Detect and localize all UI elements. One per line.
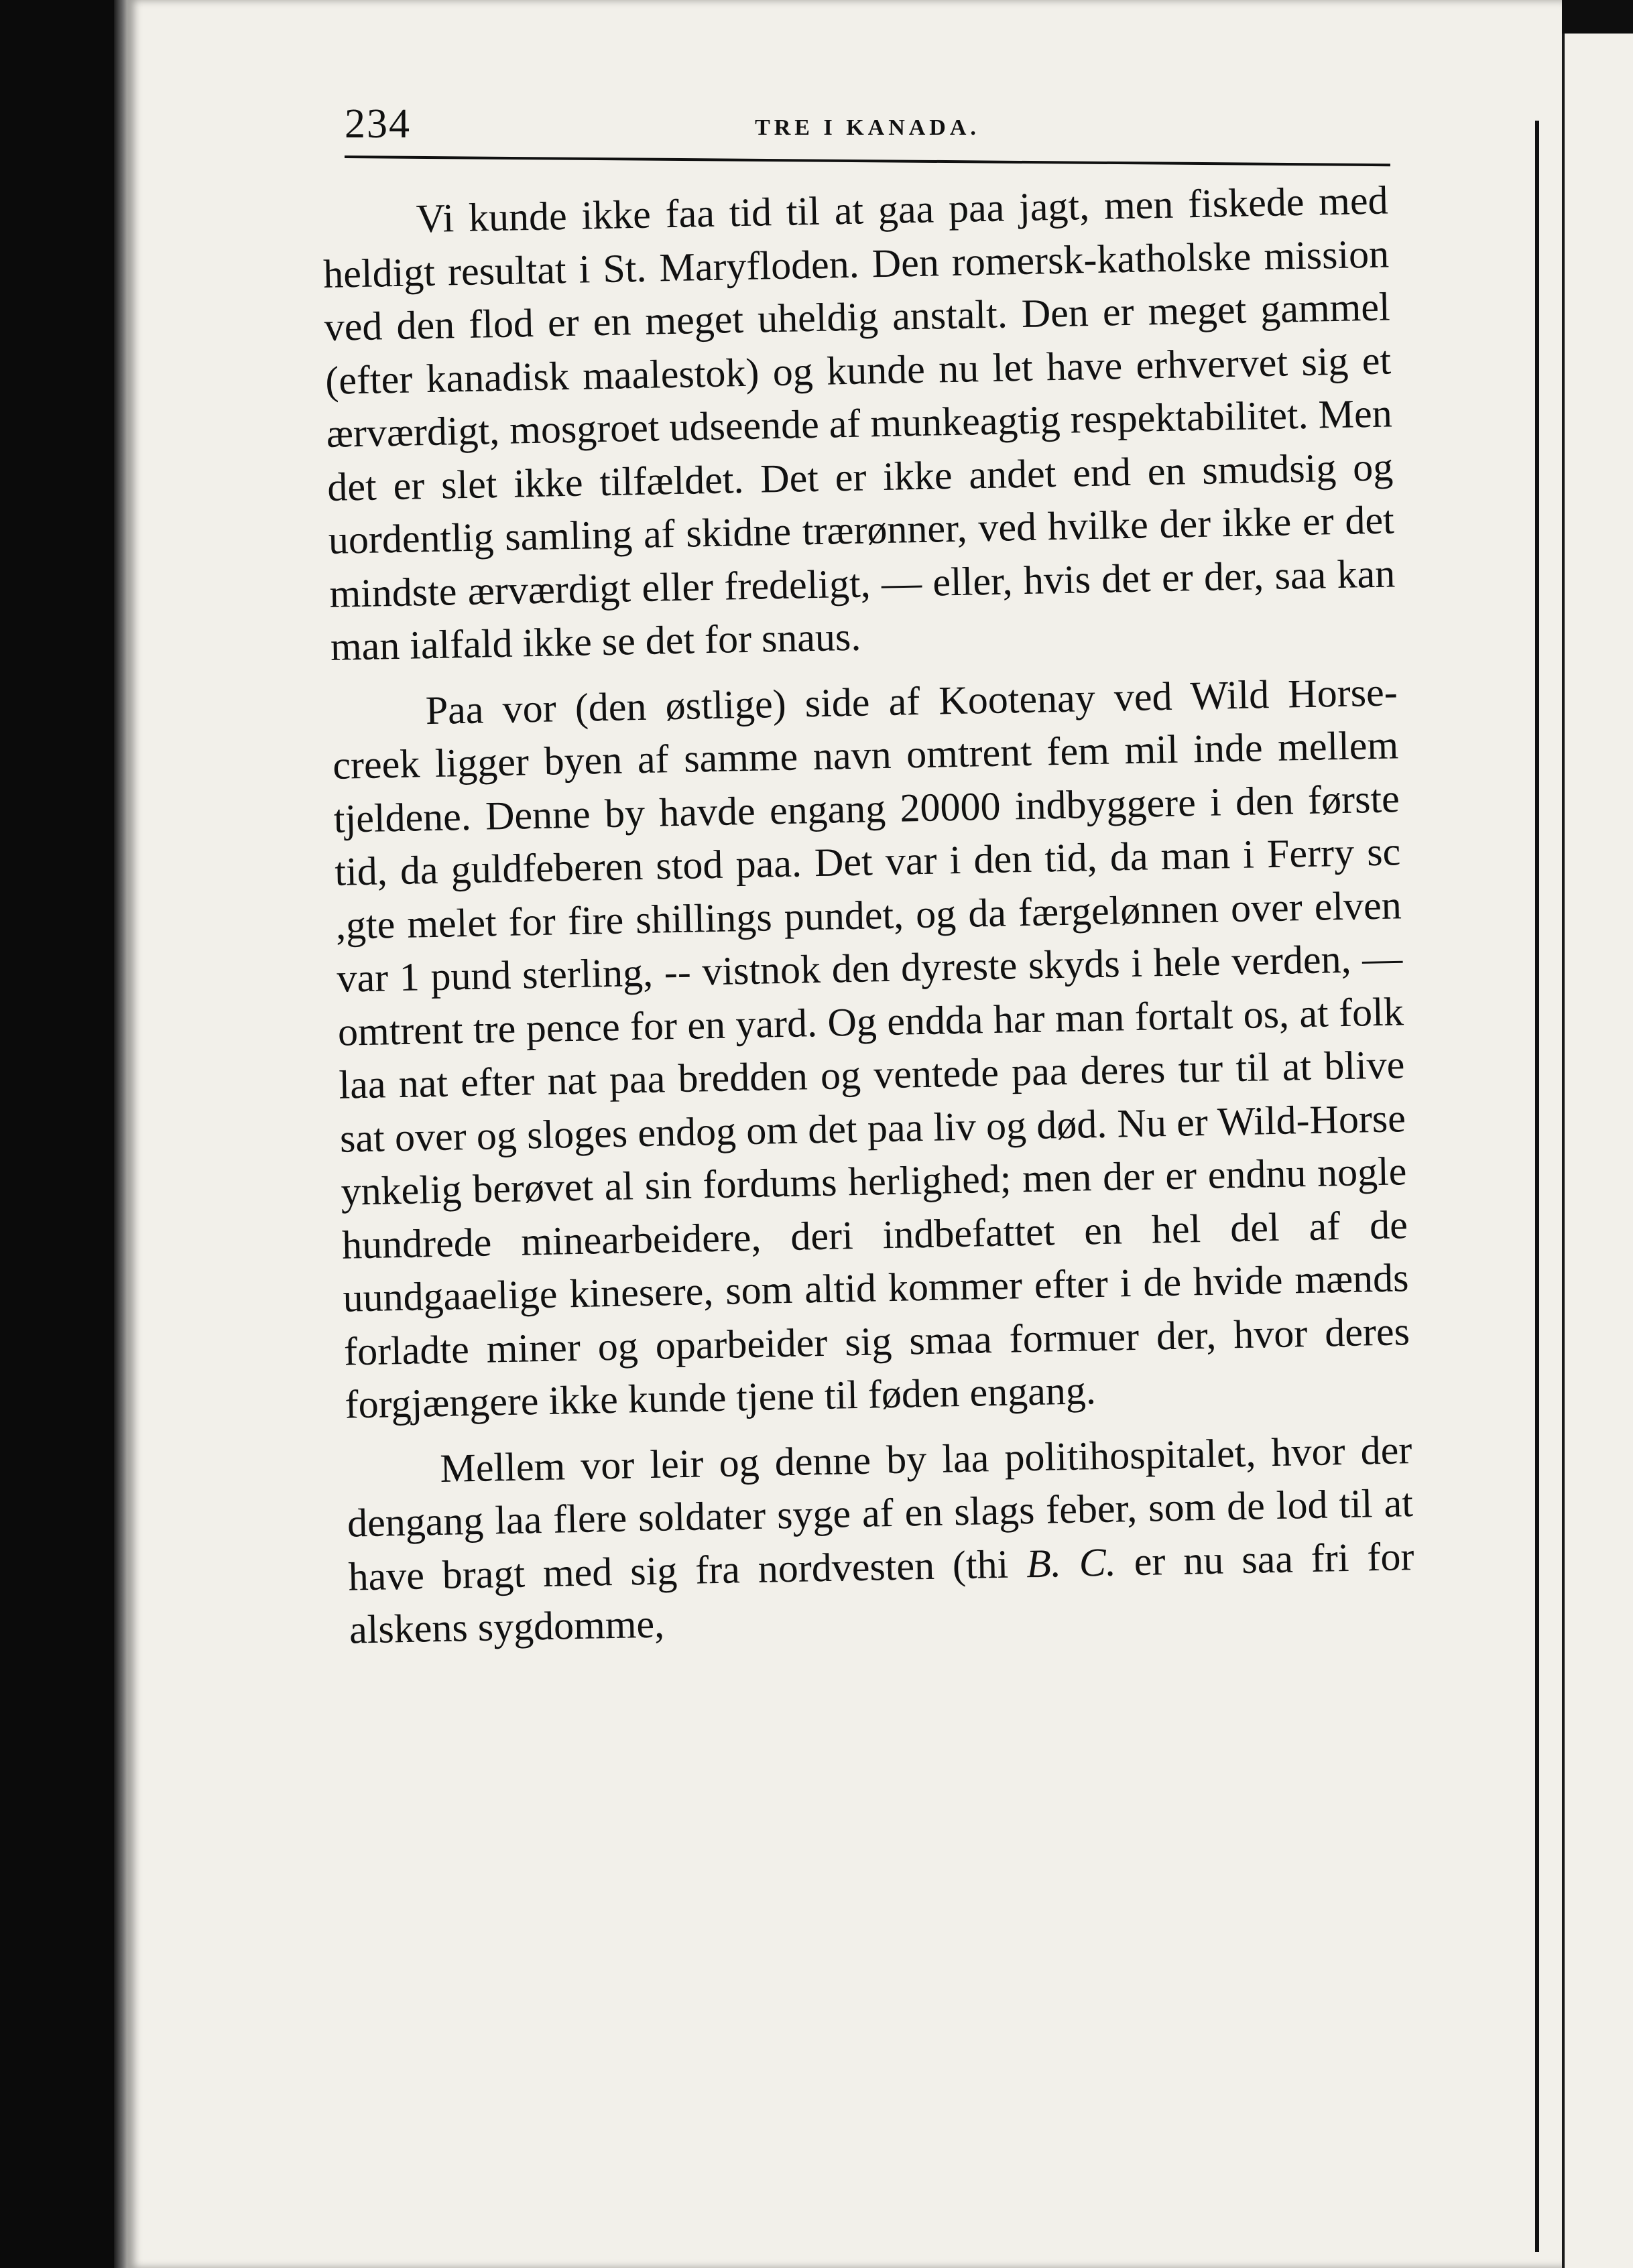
paragraph-3-text-end: er nu saa fri for alskens sygdomme, — [349, 1533, 1414, 1652]
adjacent-page-edge — [1562, 34, 1633, 2268]
paragraph-1: Vi kunde ikke faa tid til at gaa paa jagt, men fiskede med heldigt resultat i St. Maryfloden. Den romersk-katholske mission ved den flod er en meget uheldig anstalt. Den er meget gammel (efter kanadisk maalestok) og kunde nu let have erhvervet sig et ærværdigt, mosgroet udseende af munkeagtig respektabilitet. Men det er slet ikke tilfældet. Det er ikke andet end en smudsig og uordentlig samling af skidne trærønner, ved hvilke der ikke er det mindste ærværdigt eller fredeligt, — eller, hvis det er der, saa kan man ialfald ikke se det for snaus. — [322, 178, 1396, 669]
paragraph-2: Paa vor (den østlige) side af Kootenay ved Wild Horse-creek ligger byen af samme navn omtrent fem mil inde mellem tjeldene. Denne by havde engang 20000 indbyggere i den første tid, da guldfeberen stod paa. Det var i den tid, da man i Ferry sc ,gte melet for fire shillings pundet, og da færgelønnen over elven var 1 pund sterling, -- vistnok den dyreste skyds i hele verden, — omtrent tre pence for en yard. Og endda har man fortalt os, at folk laa nat efter nat paa bredden og ventede paa deres tur til at blive sat over og sloges endog om det paa liv og død. Nu er Wild-Horse ynkelig berøvet al sin fordums herlighed; men der er endnu nogle hundrede minearbeidere, deri indbefattet en hel del af de uundgaaelige kinesere, som altid kommer efter i de hvide mænds forladte miner og oparbeider sig smaa formuer der, hvor deres forgjængere ikke kunde tjene til føden engang. — [332, 669, 1410, 1427]
page-edge-rule — [1535, 121, 1539, 2252]
paragraph-3-italic-abbreviation: B. C. — [1026, 1539, 1117, 1586]
page-header — [345, 101, 1390, 154]
page-number: 234 — [345, 101, 411, 147]
running-title: TRE I KANADA. — [755, 115, 980, 140]
paragraph-3-text-start: Mellem vor leir og denne by laa politihospitalet, hvor der dengang laa flere soldater syge af en slags feber, som de lod til at have bragt med sig fra nordvesten (thi — [347, 1427, 1414, 1599]
paragraph-3 — [346, 1424, 1416, 1657]
body-text — [322, 174, 1416, 1657]
